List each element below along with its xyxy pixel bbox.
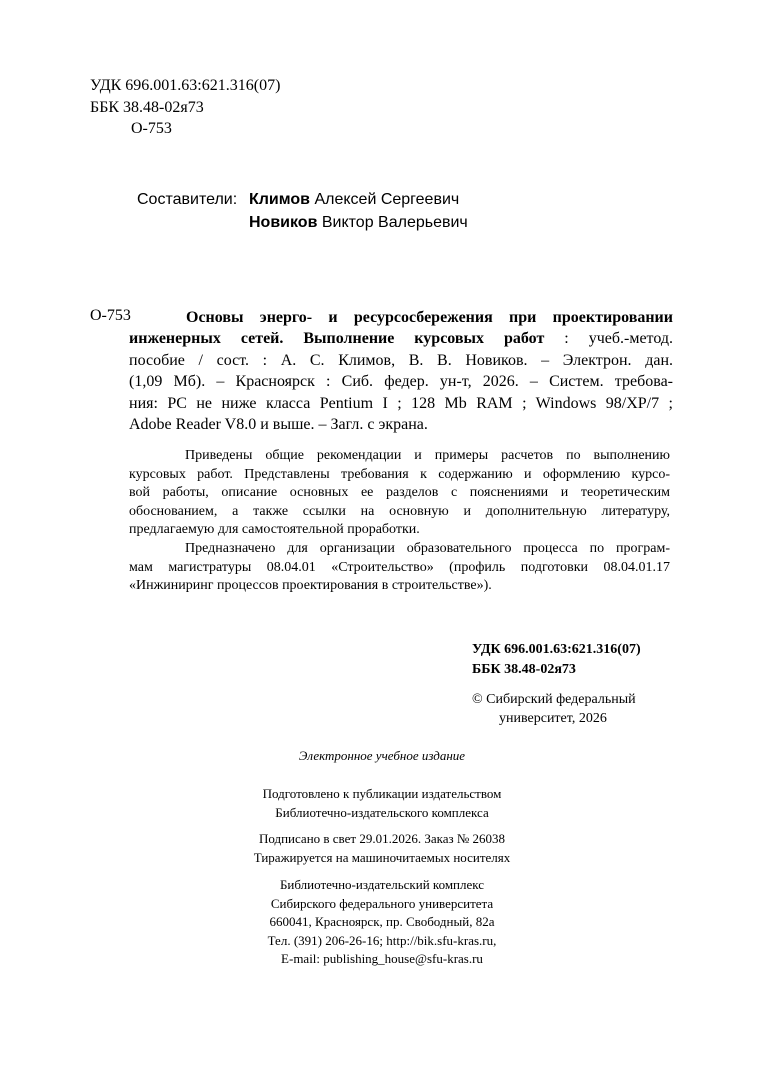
description-line-6: Adobe Reader V8.0 и выше. – Загл. с экрана.	[129, 416, 428, 434]
annotation-paragraph-1	[129, 447, 670, 540]
edition-type: Электронное учебное издание	[298, 748, 466, 763]
author-2	[249, 214, 468, 232]
signed-block	[0, 830, 764, 867]
annotation-line: Приведены общие рекомендации и примеры расчетов по выполнению	[185, 448, 670, 463]
description-title-line-2: инженерных сетей. Выполнение курсовых работ : учеб.-метод.	[129, 330, 674, 348]
author-2-surname: Новиков	[249, 214, 318, 231]
annotation-line: «Инжиниринг процессов проектирования в строительстве»).	[129, 578, 492, 594]
index-udk: УДК 696.001.63:621.316(07)	[472, 642, 641, 657]
replicated-line: Тиражируется на машиночитаемых носителях	[253, 849, 511, 865]
annotation-line: предлагаемую для самостоятельной проработки.	[129, 522, 420, 538]
author-2-name: Виктор Валерьевич	[321, 214, 468, 231]
index-bbk: ББК 38.48-02я73	[472, 662, 576, 677]
description-title-line-1: Основы энерго- и ресурсосбережения при проектировании	[186, 309, 673, 326]
annotation-line: курсовых работ. Представлены требования к содержанию и оформлению курсо-	[129, 466, 670, 482]
prepared-line-2: Библиотечно-издательского комплекса	[275, 804, 489, 820]
copyright-line-2: университет, 2026	[499, 711, 607, 726]
annotation-line: мам магистратуры 08.04.01 «Строительство» (профиль подготовки 08.04.01.17	[129, 559, 670, 575]
bibliographic-description	[129, 307, 673, 435]
author-1-name: Алексей Сергеевич	[314, 191, 460, 208]
author-1	[249, 191, 459, 209]
author-1-surname: Климов	[249, 191, 310, 208]
annotation-line: обоснованием, а также ссылки на основную и дополнительную литературу,	[129, 503, 670, 519]
header-udk: УДК 696.001.63:621.316(07)	[90, 77, 281, 94]
description-line-5: ния: PC не ниже класса Pentium I ; 128 Mb RAM ; Windows 98/XP/7 ;	[129, 394, 673, 412]
description-line-3: пособие / сост. : А. С. Климов, В. В. Новиков. – Электрон. дан.	[129, 351, 673, 369]
publisher-line-1: Библиотечно-издательский комплекс	[279, 877, 485, 892]
annotation-line: Предназначено для организации образовательного процесса по програм-	[185, 541, 670, 556]
annotation-line: вой работы, описание основных ее разделов с пояснениями и теоретическим	[129, 485, 670, 501]
description-line-4: (1,09 Мб). – Красноярск : Сиб. федер. ун-т, 2026. – Систем. требова-	[129, 373, 673, 391]
publisher-address: 660041, Красноярск, пр. Свободный, 82а	[269, 914, 495, 929]
description-code: О-753	[90, 307, 131, 324]
publisher-line-2: Сибирского федерального университета	[270, 895, 494, 911]
copyright-line-1: © Сибирский федеральный	[472, 692, 636, 707]
publisher-block	[0, 876, 764, 969]
header-bbk: ББК 38.48-02я73	[90, 99, 204, 116]
publisher-phone: Тел. (391) 206-26-16; http://bik.sfu-kras.ru,	[267, 932, 497, 948]
prepared-line-1: Подготовлено к публикации издательством	[262, 786, 502, 801]
annotation-paragraph-2	[129, 540, 670, 596]
signed-line: Подписано в свет 29.01.2026. Заказ № 26038	[258, 831, 506, 846]
prepared-block	[0, 785, 764, 822]
publisher-email: E-mail: publishing_house@sfu-kras.ru	[281, 951, 483, 966]
authors-label: Составители:	[137, 191, 238, 208]
header-code: О-753	[131, 120, 172, 137]
